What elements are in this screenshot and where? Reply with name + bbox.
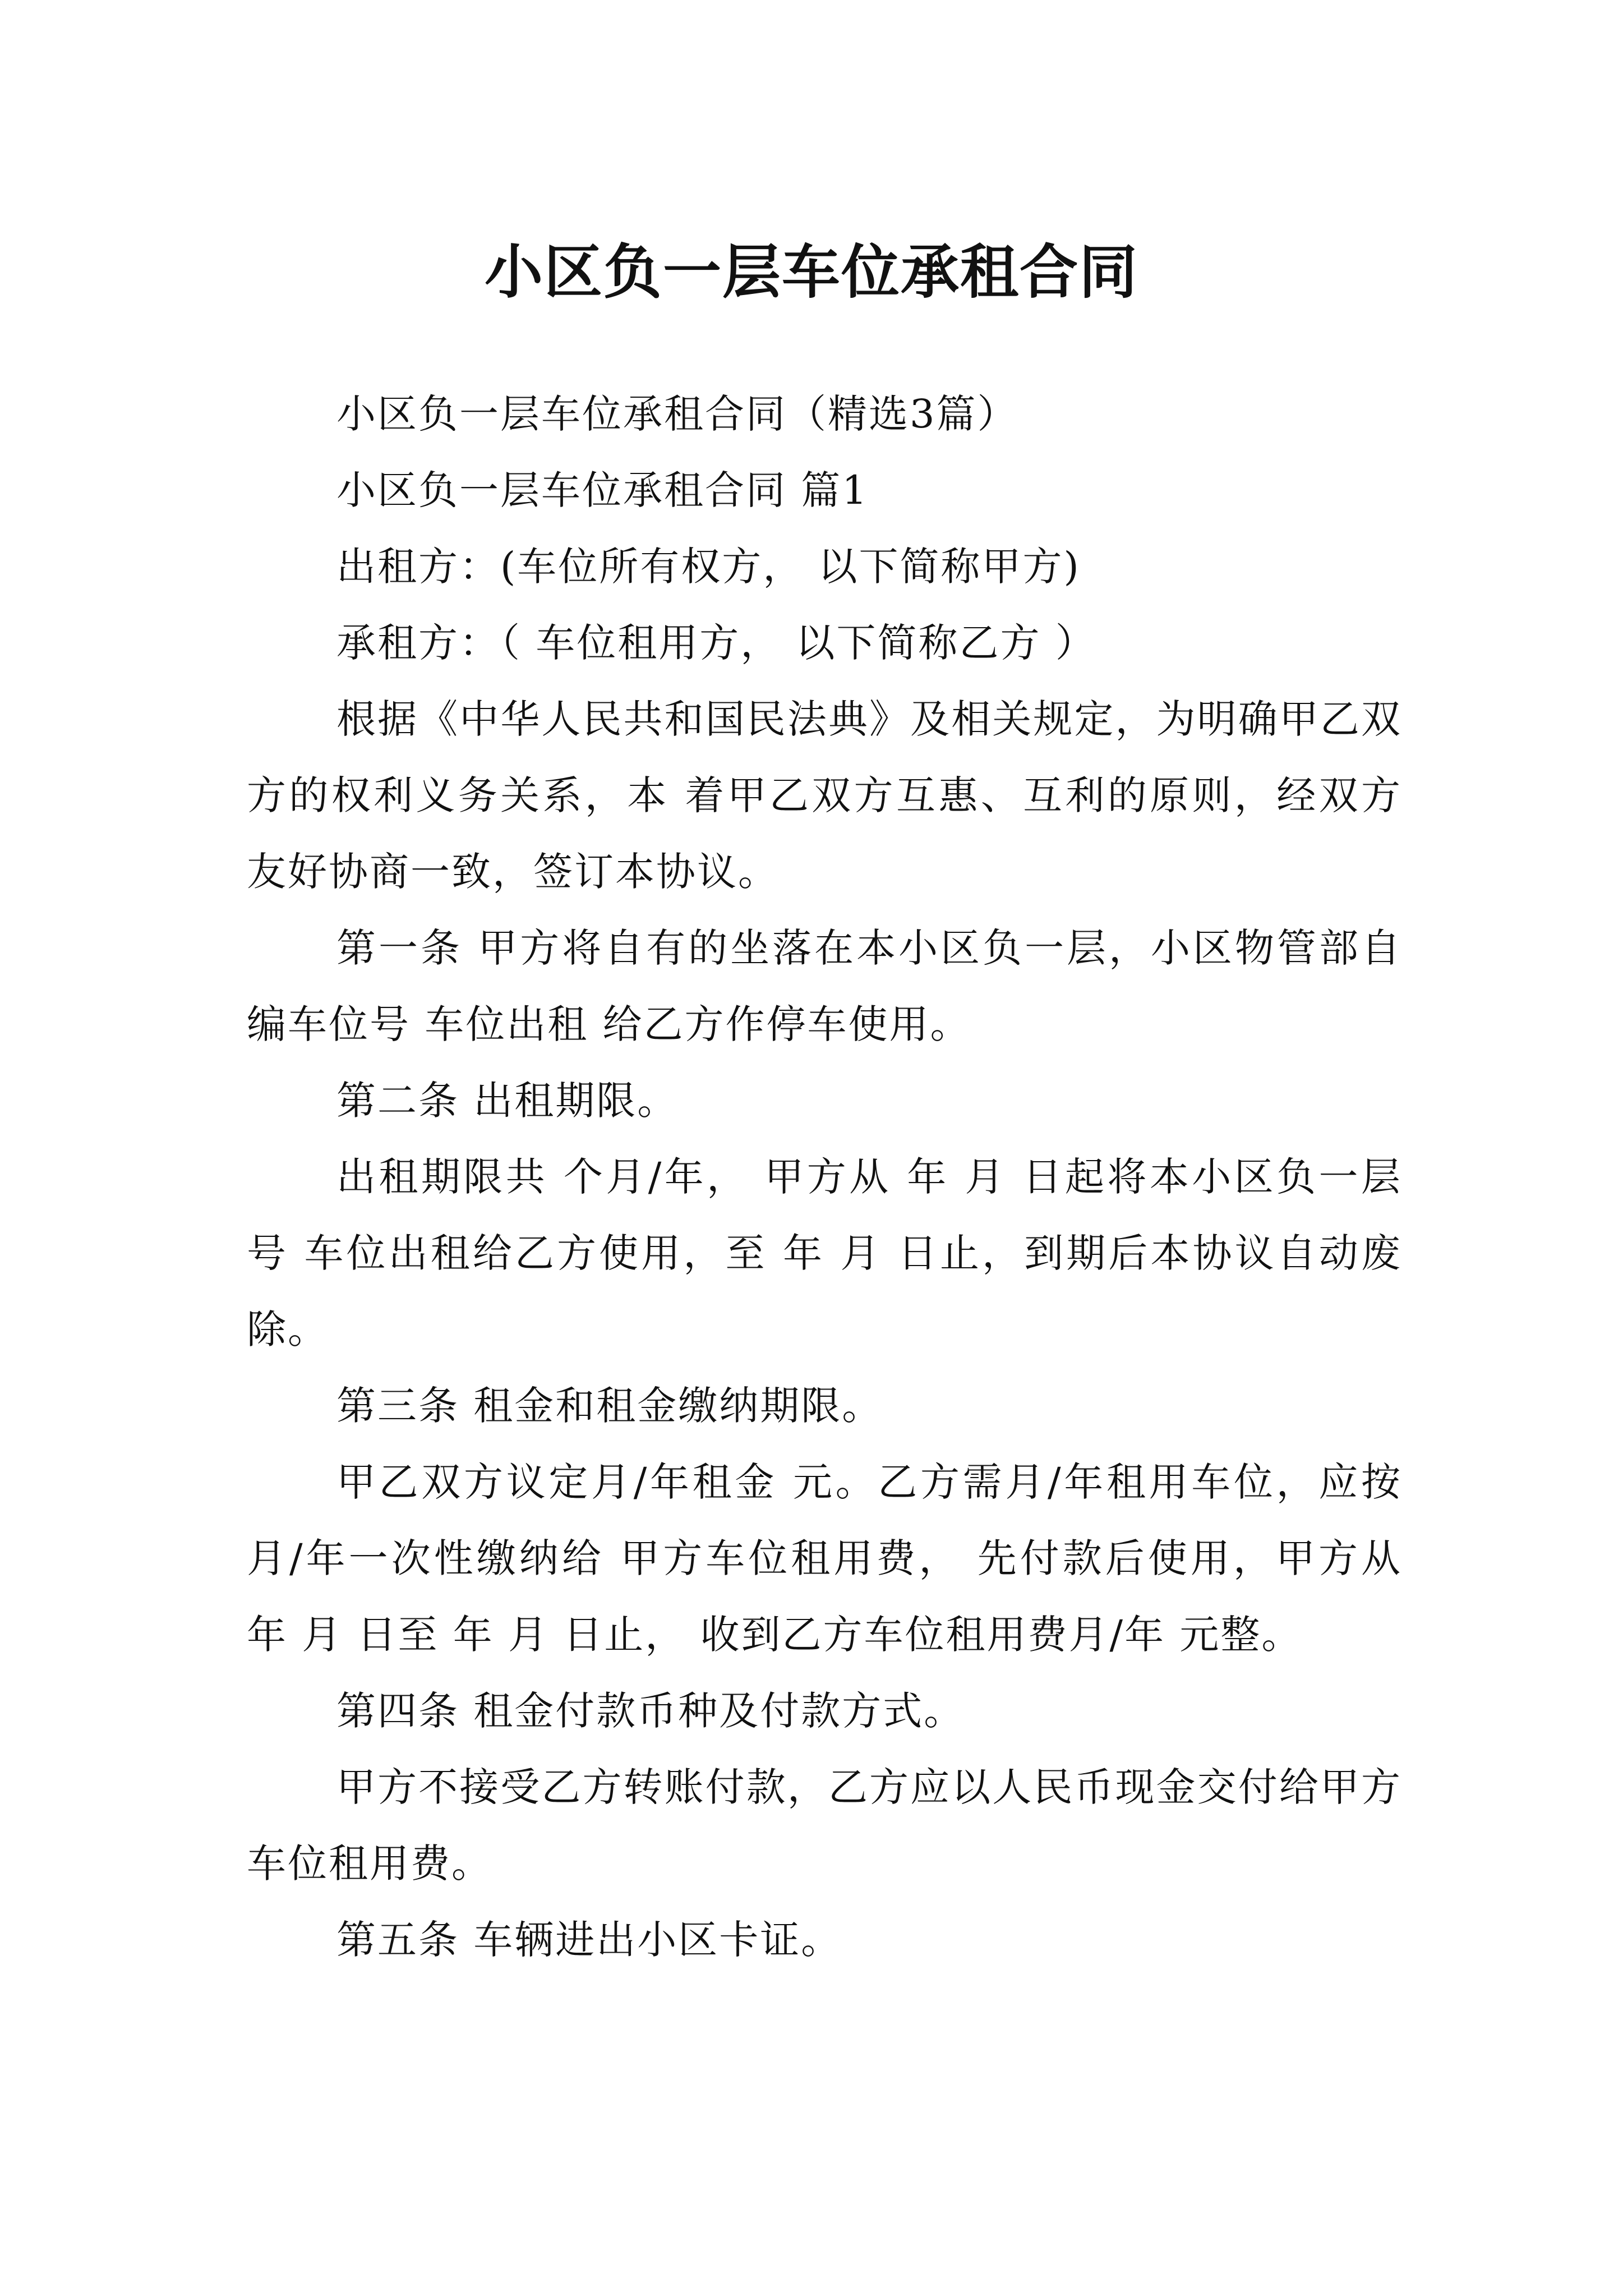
paragraph-preamble: 根据《中华人民共和国民法典》及相关规定，为明确甲乙双方的权利义务关系，本 着甲乙双方互惠、互利的原则，经双方友好协商一致，签订本协议。 [247,696,1402,895]
paragraph-lessee: 承租方：（ 车位租用方， 以下简称乙方 ） [336,620,1096,666]
paragraph-article-5-heading: 第五条 车辆进出小区卡证。 [336,1917,842,1963]
paragraph-article-1: 第一条 甲方将自有的坐落在本小区负一层，小区物管部自编车位号 车位出租 给乙方作停车使用。 [247,925,1402,1047]
paragraph-article-2-body: 出租期限共 个月/年， 甲方从 年 月 日起将本小区负一层 号 车位出租给乙方使用，至 年 月 日止，到期后本协议自动废除。 [247,1154,1402,1352]
document-title: 小区负一层车位承租合同 [484,237,1138,306]
paragraph-section-heading: 小区负一层车位承租合同 篇1 [336,467,869,513]
paragraph-lessor: 出租方：(车位所有权方， 以下简称甲方) [336,544,1081,590]
paragraph-article-4-body: 甲方不接受乙方转账付款，乙方应以人民币现金交付给甲方车位租用费。 [247,1764,1402,1887]
paragraph-article-4-heading: 第四条 租金付款币种及付款方式。 [336,1688,965,1734]
paragraph-article-3-heading: 第三条 租金和租金缴纳期限。 [336,1383,883,1429]
paragraph-article-3-body: 甲乙双方议定月/年租金 元。乙方需月/年租用车位，应按月/年一次性缴纳给 甲方车位租用费， 先付款后使用，甲方从 年 月 日至 年 月 日止， 收到乙方车位租用费月/年 元整。 [247,1459,1402,1658]
document-body [247,376,1402,1978]
paragraph-subtitle: 小区负一层车位承租合同（精选3篇） [336,391,1018,437]
paragraph-article-2-heading: 第二条 出租期限。 [336,1078,679,1124]
